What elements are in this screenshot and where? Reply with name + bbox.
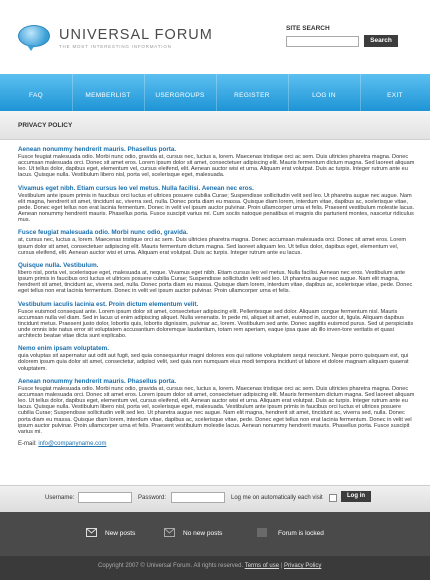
- page-title: PRIVACY POLICY: [18, 122, 73, 129]
- logo-title[interactable]: UNIVERSAL FORUM: [59, 27, 213, 43]
- main-nav: [0, 74, 430, 111]
- nav-item-exit[interactable]: EXIT: [387, 92, 403, 99]
- nav-item-faq[interactable]: FAQ: [29, 92, 43, 99]
- username-label: Username:: [45, 495, 75, 501]
- section-body: Fusce feugiat malesuada odio. Morbi nunc odio, gravida at, cursus nec, luctus a, lorem. Maecenas tristique orci ac sem. Duis ultricies pharetra magna. Donec accumsan malesuada orci. Donec sit amet eros. Lorem ipsum dolor sit amet, consectetuer adipiscing elit. Mauris fermentum dictum magna. Sed laoreet aliquam leo. Ut tellus dolor, dapibus eget, elementum vel, cursus eleifend, elit. Aenean auctor wisi et urna. Aliquam erat volutpat. Duis ac turpis. Integer rutrum ante eu lacus. Quisque nulla. Vestibulum libero nisl, porta vel, scelerisque eget, malesuada.: [18, 154, 415, 179]
- nav-item-memberlist[interactable]: MEMBERLIST: [85, 92, 131, 99]
- header: [0, 0, 430, 74]
- nav-item-register[interactable]: REGISTER: [234, 92, 270, 99]
- copyright-text: Copyright 2007 © Universal Forum. All rights reserved.: [98, 563, 244, 569]
- nav-item-login[interactable]: LOG IN: [312, 92, 336, 99]
- logo-tagline: THE MOST INTERESTING INFORMATION: [59, 44, 172, 49]
- section-body: quia voluptas sit aspernatur aut odit aut fugit, sed quia consequuntur magni dolores eos qui ratione voluptatem sequi nesciunt. Neque porro quisquam est, qui dolorem ipsum quia dolor sit amet, consectetur, adipisci velit, sed quia non numquam eius modi tempora incidunt ut labore et dolore magnam aliquam quaerat voluptatem.: [18, 353, 409, 372]
- section-body: at, cursus nec, luctus a, lorem. Maecenas tristique orci ac sem. Duis ultricies pharetra magna. Donec accumsan malesuada orci. Donec sit amet eros. Lorem ipsum dolor sit amet, consectetuer adipiscing elit. Mauris fermentum dictum magna. Sed laoreet aliquam leo. Ut tellus dolor, dapibus eget, elementum vel, cursus eleifend, elit. Aenean auctor wisi et urna. Aliquam erat volutpat. Duis ac turpis. Integer rutrum ante eu lacus.: [18, 237, 406, 256]
- contact-email-line: [18, 441, 416, 447]
- section-heading: Aenean nonummy hendrerit mauris. Phasellus porta.: [18, 146, 177, 153]
- section-heading: Fusce feugiat malesuada odio. Morbi nunc odio, gravida.: [18, 229, 189, 237]
- search-button[interactable]: Search: [364, 35, 398, 47]
- no-new-posts-label: No new posts: [183, 530, 223, 537]
- remember-me-label: Log me on automatically each visit: [231, 495, 323, 501]
- email-link[interactable]: info@companyname.com: [38, 441, 107, 447]
- section-heading: Nemo enim ipsam voluptatem.: [18, 345, 109, 353]
- section-body: libero nisl, porta vel, scelerisque eget, malesuada at, neque. Vivamus eget nibh. Etiam cursus leo vel metus. Nulla facilisi. Aenean nec eros. Vestibulum ante ipsum primis in faucibus orci luctus et ultrices posuere cubilia Curae; Suspendisse sollicitudin velit sed leo. Ut pharetra augue nec augue. Nam elit magna, hendrerit sit amet, tincidunt ac, viverra sed, nulla. Donec porta diam eu massa. Quisque diam lorem, interdum vitae, dapibus ac, scelerisque vitae, pede. Donec eget tellus non erat lacinia fermentum. Donec in velit vel ipsum auctor pulvinar. Proin ullamcorper urna et felis.: [18, 269, 413, 295]
- password-input[interactable]: [171, 492, 225, 503]
- new-posts-envelope-icon: [86, 528, 97, 537]
- email-label: E-mail:: [18, 441, 37, 447]
- logo-speech-bubble-icon[interactable]: [18, 25, 50, 47]
- section-heading: Quisque nulla. Vestibulum.: [18, 261, 99, 269]
- forum-locked-label: Forum is locked: [278, 530, 324, 537]
- search-input[interactable]: [286, 36, 359, 47]
- nav-item-usergroups[interactable]: USERGROUPS: [155, 92, 205, 99]
- section-body: Fusce feugiat malesuada odio. Morbi nunc odio, gravida at, cursus nec, luctus a, lorem. Maecenas tristique orci ac sem. Duis ultricies pharetra magna. Donec accumsan malesuada orci. Donec sit amet eros. Lorem ipsum dolor sit amet, consectetuer adipiscing elit. Mauris fermentum dictum magna. Sed laoreet aliquam leo. Ut tellus dolor, dapibus eget, elementum vel, cursus eleifend, elit. Aenean auctor wisi et urna. Aliquam erat volutpat. Duis ac turpis. Integer rutrum ante eu lacus. Quisque nulla. Vestibulum libero nisl, porta vel, scelerisque eget, malesuada. Vestibulum ante ipsum primis in faucibus orci luctus et ultrices posuere cubilia Curae; Suspendisse sollicitudin velit sed leo. Ut pharetra augue nec augue. Nam elit magna, hendrerit sit amet, tincidunt ac, viverra sed, nulla. Donec porta diam eu massa. Quisque diam lorem, interdum vitae, dapibus ac, scelerisque vitae, pede. Donec eget tellus non erat lacinia fermentum. Donec in velit vel ipsum auctor pulvinar. Proin ullamcorper urna et felis. Praesent vestibulum molestie lacus. Aenean nonummy hendrerit mauris. Phasellus porta. Fusce suscipit varius mi.: [18, 385, 415, 435]
- privacy-policy-link[interactable]: Privacy Policy: [283, 563, 322, 569]
- section-heading: Vivamus eget nibh. Etiam cursus leo vel metus. Nulla facilisi. Aenean nec eros.: [18, 184, 254, 192]
- section-heading: Aenean nonummy hendrerit mauris. Phasellus porta.: [18, 377, 177, 385]
- terms-of-use-link[interactable]: Terms of use: [244, 563, 280, 569]
- no-new-posts-envelope-icon: [164, 528, 175, 537]
- login-button[interactable]: Log in: [341, 491, 371, 502]
- new-posts-label: New posts: [105, 530, 136, 537]
- password-label: Password:: [138, 495, 167, 501]
- section-body: Fusce euismod consequat ante. Lorem ipsum dolor sit amet, consectetuer adipiscing elit. Pellentesque sed dolor. Aliquam congue fermentum nisl. Mauris accumsan nulla vel diam. Sed in lacus ut enim adipiscing aliquet. Nulla venenatis. In pede mi, aliquet sit amet, euismod in, auctor ut, ligula. Aliquam dapibus tincidunt metus. Praesent justo dolor, lobortis quis, lobortis dignissim, pulvinar ac, lorem. Vestibulum sed ante. Donec sagittis euismod purus. Sed ut perspiciatis unde omnis iste natus error sit voluptatem accusantium doloremque laudantium, totam rem aperiam, eaque ipsa quae ab illo inven-tore veritatis et quasi architecto beatae vitae dicta sunt explicabo.: [18, 308, 414, 340]
- remember-me-checkbox[interactable]: [329, 494, 337, 502]
- username-input[interactable]: [78, 492, 132, 503]
- footer-copyright: [98, 563, 321, 569]
- section-body: Vestibulum ante ipsum primis in faucibus orci luctus et ultrices posuere cubilia Curae; Suspendisse sollicitudin velit sed leo. Ut pharetra augue nec augue. Nam elit magna, hendrerit sit amet, tincidunt ac, viverra sed, nulla. Donec porta diam eu massa. Quisque diam lorem, interdum vitae, dapibus ac, scelerisque vitae, pede. Donec eget tellus non erat lacinia fermentum. Donec in velit vel ipsum auctor pulvinar. Proin ullamcorper urna et felis. Praesent vestibulum molestie lacus. Aenean nonummy hendrerit mauris. Phasellus porta. Fusce suscipit varius mi. Cum sociis natoque penatibus et magnis dis parturient montes, nascetur ridiculus mus.: [18, 192, 415, 224]
- search-label: SITE SEARCH: [286, 25, 330, 32]
- policy-content: [18, 146, 416, 447]
- section-heading: Vestibulum iaculis lacinia est. Proin dictum elementum velit.: [18, 300, 199, 308]
- footer-separator: |: [280, 563, 283, 569]
- forum-locked-icon: [257, 528, 267, 537]
